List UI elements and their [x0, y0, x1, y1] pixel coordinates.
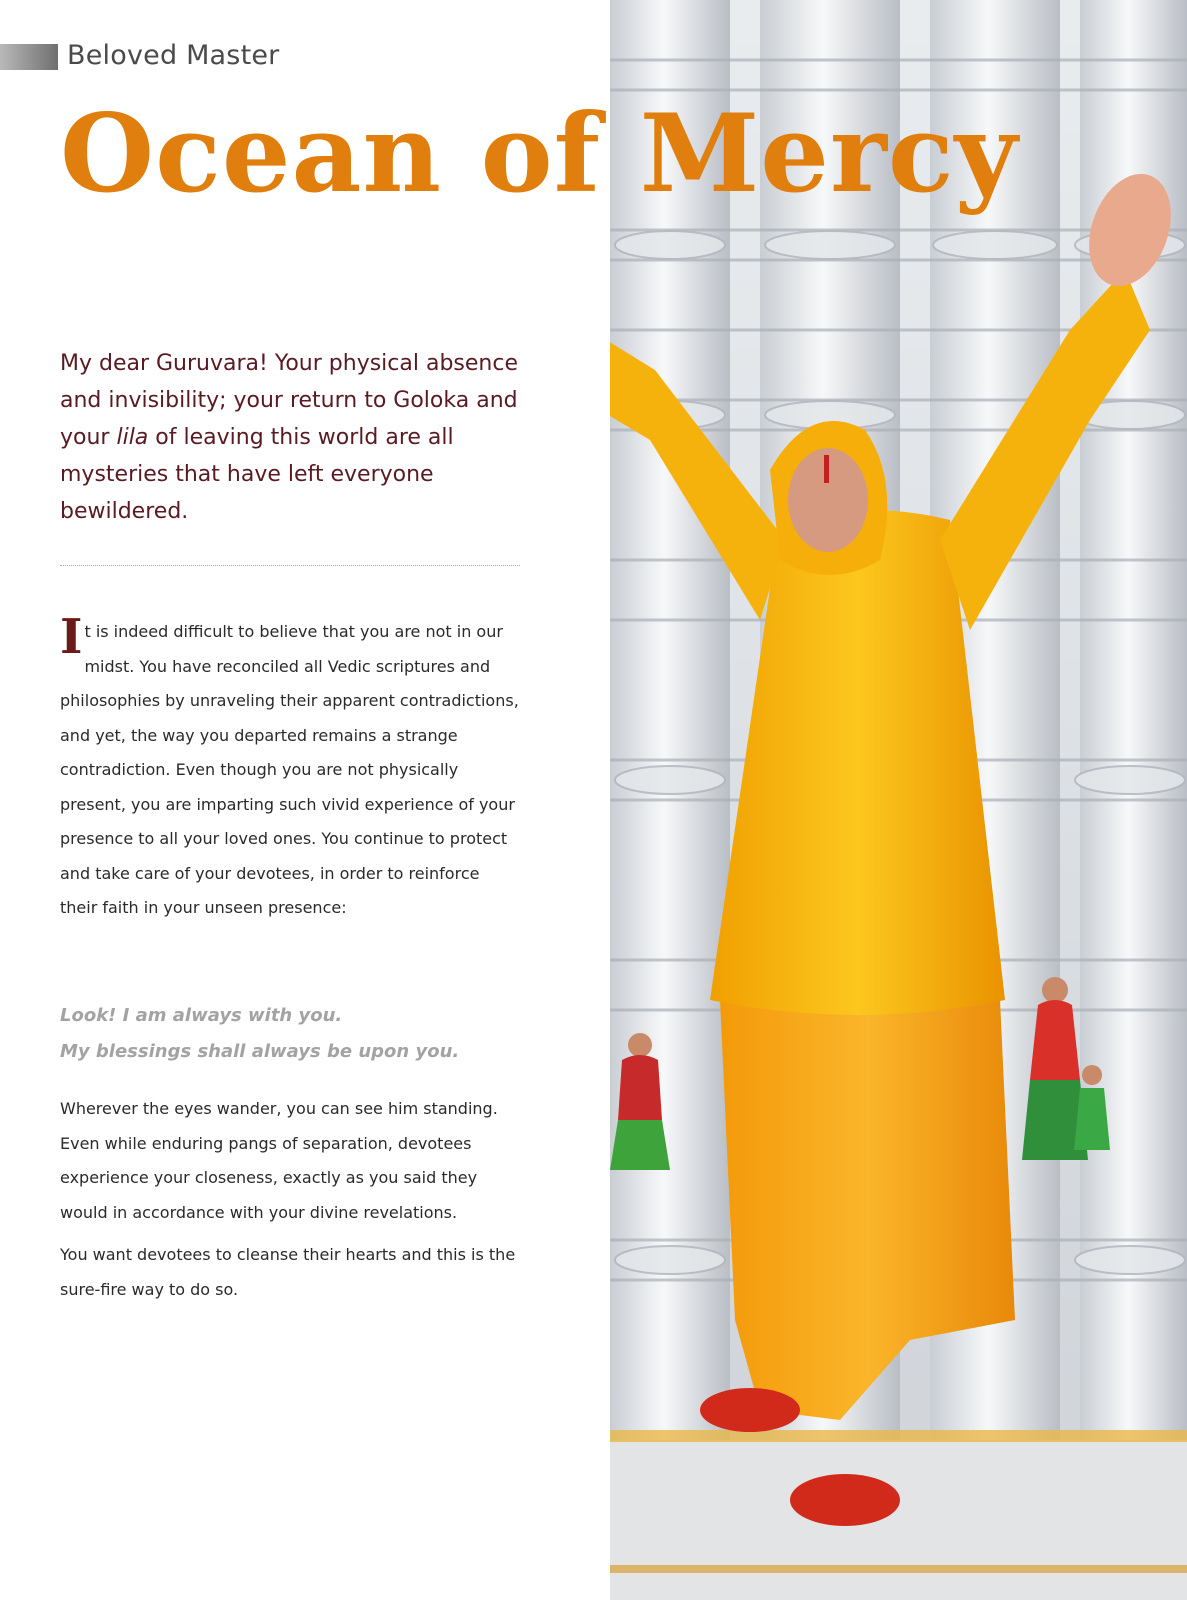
body-text-continued: [60, 1092, 522, 1315]
left-sandal: [700, 1388, 800, 1432]
body-paragraph-2: Wherever the eyes wander, you can see him standing. Even while enduring pangs of separation, devotees experience your closeness, exactly as you said they would in accordance with your divine revelations.: [60, 1099, 498, 1222]
marble-floor: [610, 1440, 1187, 1600]
section-bar: [0, 44, 58, 70]
quote-line-1: Look! I am always with you.: [60, 1005, 343, 1026]
body-paragraph-1-text: t is indeed difficult to believe that you are not in our midst. You have reconciled all Vedic scriptures and philosophies by unraveling their apparent contradictions, and yet, the way you departed remains a strange contradiction. Even though you are not physically present, you are imparting such vivid experience of your presence to all your loved ones. You continue to protect and take care of your devotees, in order to reinforce their faith in your unseen presence:: [60, 622, 519, 917]
intro-text-after: of leaving this world are all mysteries that have left everyone bewildered.: [60, 425, 454, 524]
temple-photo-illustration: [610, 0, 1187, 1600]
page-title: Ocean of Mercy: [60, 91, 1019, 217]
master-photo: [610, 0, 1187, 1600]
drop-cap: I: [60, 609, 83, 665]
divider-rule: [60, 565, 520, 566]
body-paragraph-3: You want devotees to cleanse their hearts and this is the sure-fire way to do so.: [60, 1245, 516, 1299]
right-sandal: [790, 1474, 900, 1526]
section-label: Beloved Master: [67, 40, 280, 71]
body-paragraph-1: [60, 609, 520, 926]
pull-quote: [60, 998, 540, 1070]
intro-emphasis: lila: [116, 425, 149, 450]
quote-line-2: My blessings shall always be upon you.: [60, 1041, 460, 1062]
body-text: [60, 609, 520, 926]
intro-paragraph: [60, 345, 530, 530]
intro-text-before: My dear Guruvara! Your physical absence and invisibility; your return to Goloka and your: [60, 351, 518, 450]
